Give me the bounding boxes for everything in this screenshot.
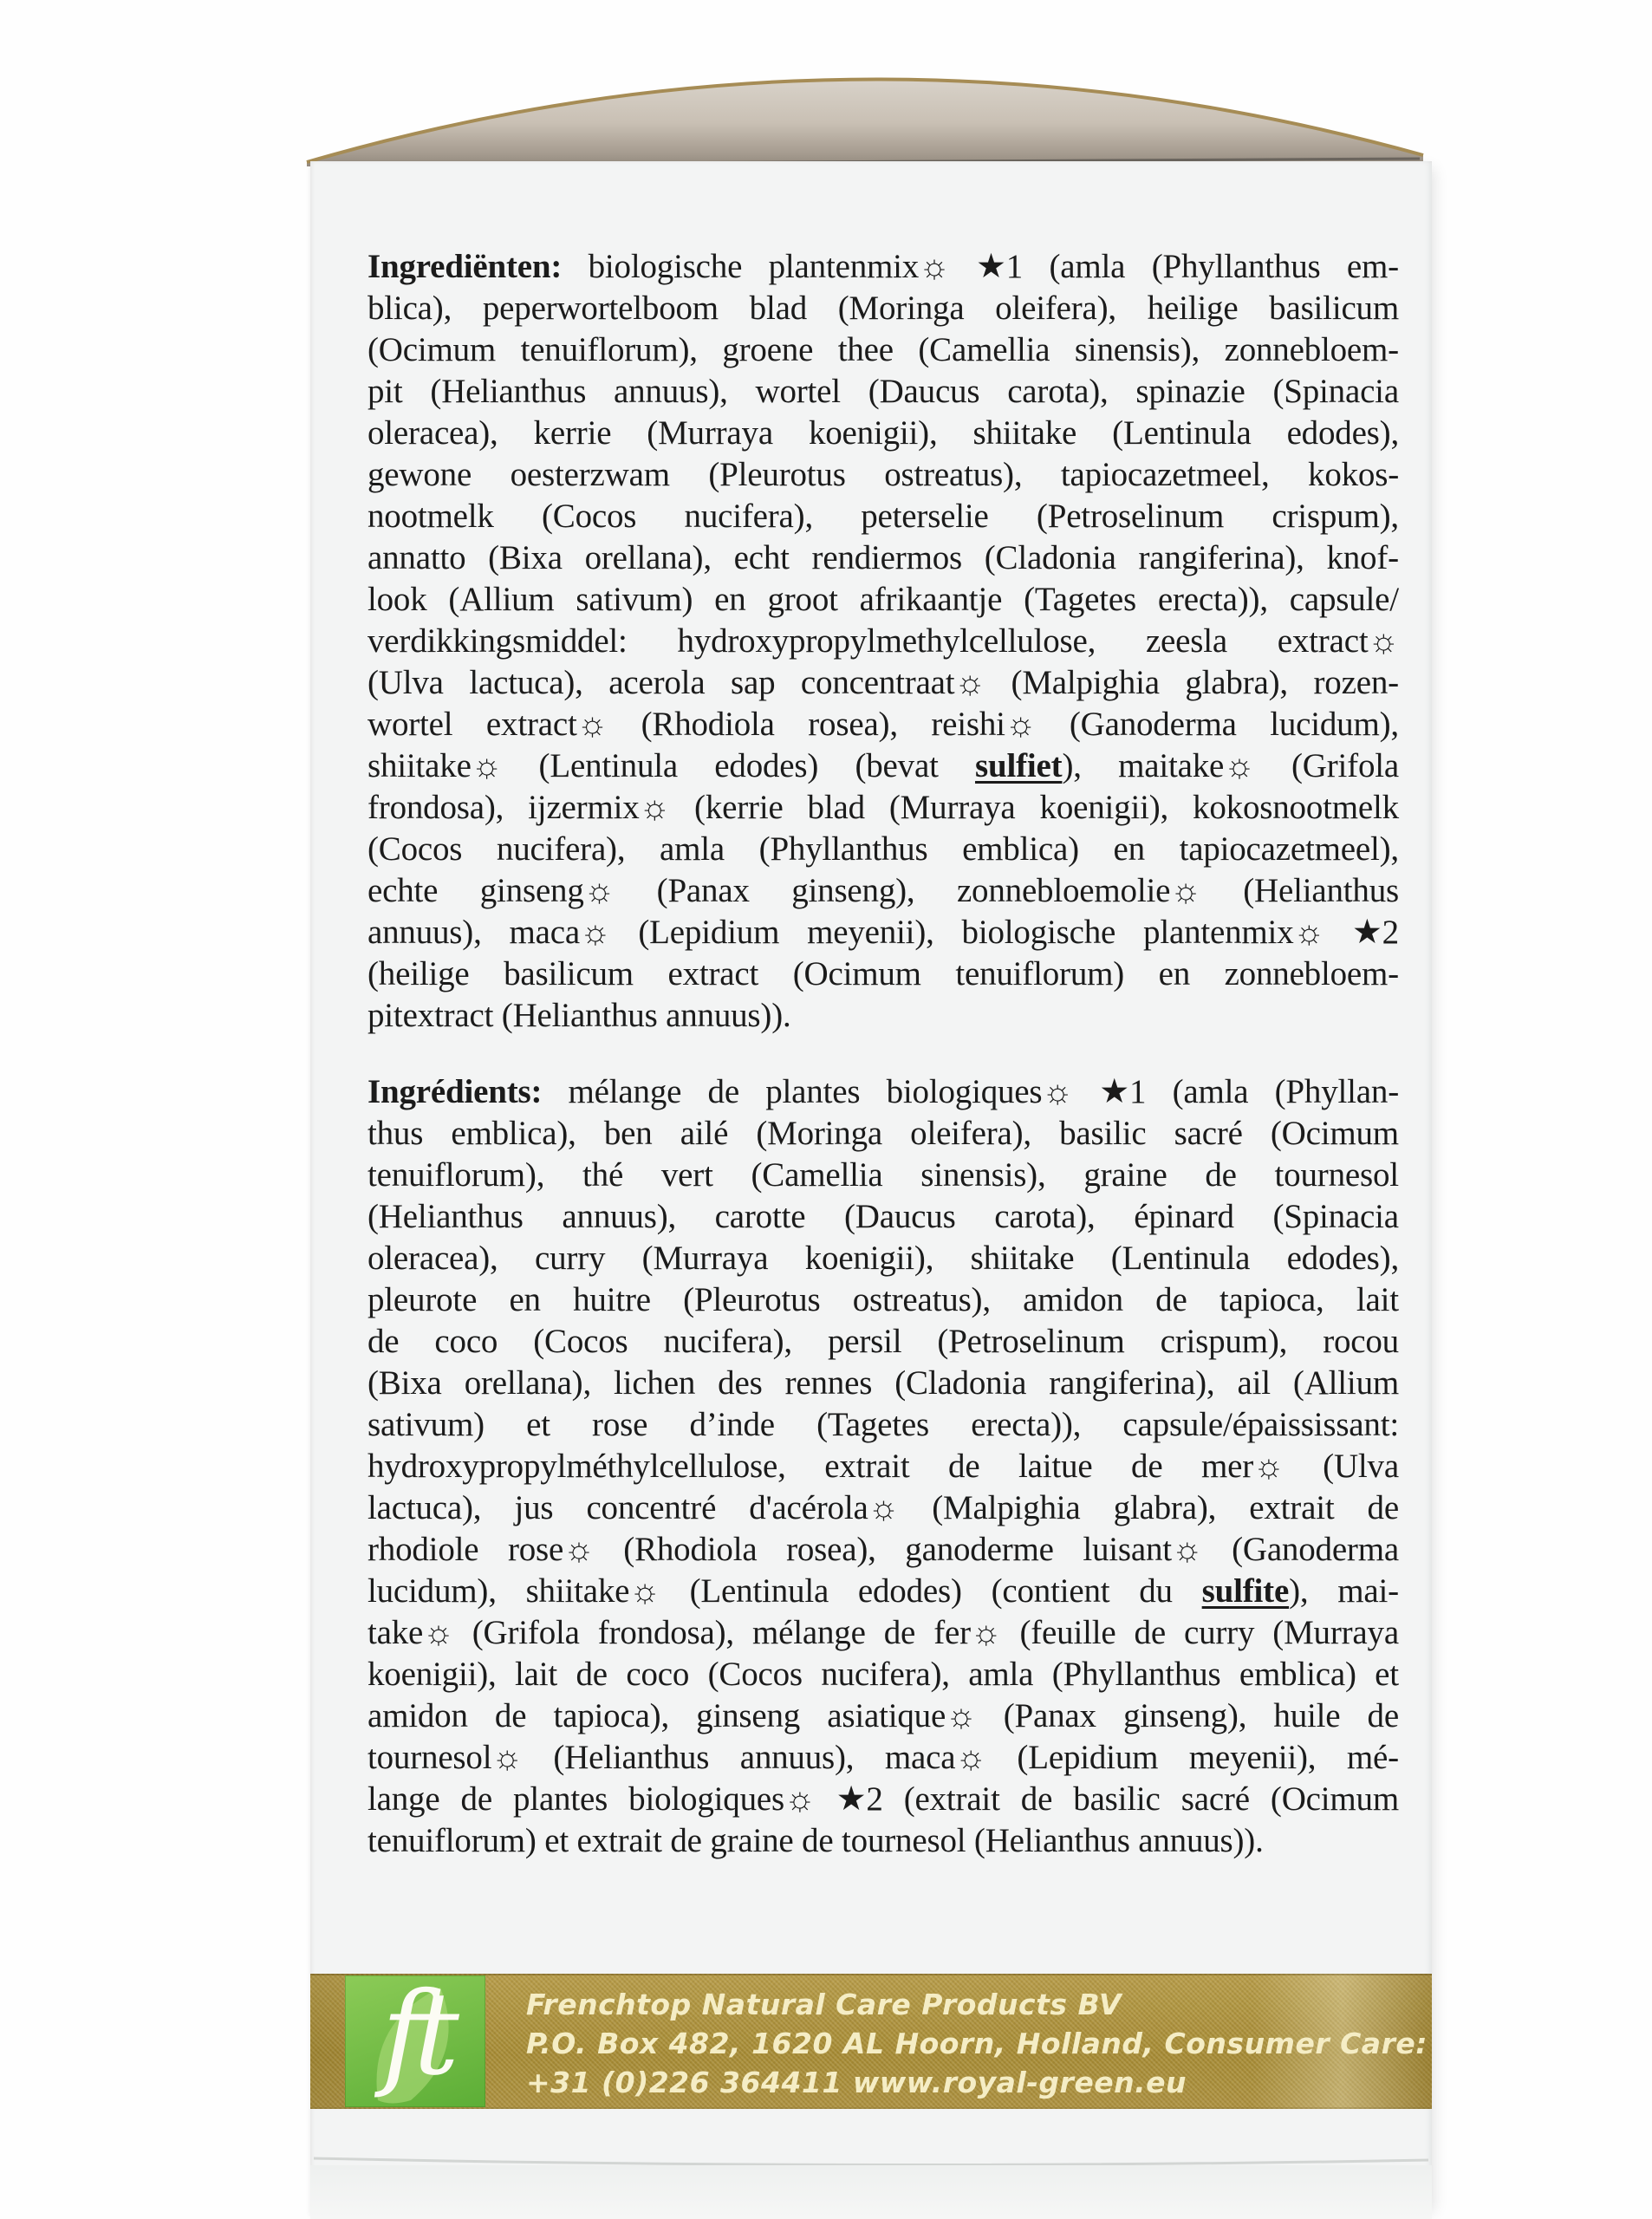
text-line: sativum) et rose d’inde (Tagetes erecta)), capsule/épaississant: <box>367 1406 1399 1443</box>
ingredients-paragraph-nl <box>367 246 1399 1037</box>
text-line: nootmelk (Cocos nucifera), peterselie (Petroselinum crispum), <box>367 498 1399 535</box>
text-line: pitextract (Helianthus annuus)). <box>367 997 791 1034</box>
footer-contact <box>526 1985 1428 2102</box>
text-line: gewone oesterzwam (Pleurotus ostreatus), tapiocazetmeel, kokos- <box>367 456 1399 493</box>
text-line: annuus), maca☼ (Lepidium meyenii), biologische plantenmix☼ ★2 <box>367 914 1399 951</box>
text-line: oleracea), kerrie (Murraya koenigii), shiitake (Lentinula edodes), <box>367 414 1399 452</box>
text-line: pit (Helianthus annuus), wortel (Daucus carota), spinazie (Spinacia <box>367 373 1399 410</box>
flap-dome <box>307 79 1423 166</box>
brand-logo-text: ft <box>381 1975 449 2101</box>
text-line: +31 (0)226 364411 www.royal-green.eu <box>526 2066 1187 2099</box>
text-line: look (Allium sativum) en groot afrikaantje (Tagetes erecta)), capsule/ <box>367 581 1399 618</box>
text-line: (Helianthus annuus), carotte (Daucus carota), épinard (Spinacia <box>367 1198 1399 1235</box>
text-line: take☼ (Grifola frondosa), mélange de fer☼ (feuille de curry (Murraya <box>367 1614 1399 1651</box>
text-line: lange de plantes biologiques☼ ★2 (extrait de basilic sacré (Ocimum <box>367 1780 1399 1818</box>
text-line: wortel extract☼ (Rhodiola rosea), reishi☼ (Ganoderma lucidum), <box>367 706 1399 743</box>
text-line: Ingrédients: mélange de plantes biologiques☼ ★1 (amla (Phyllan- <box>367 1073 1399 1110</box>
text-line: Ingrediënten: biologische plantenmix☼ ★1 (amla (Phyllanthus em- <box>367 248 1399 285</box>
text-line: koenigii), lait de coco (Cocos nucifera), amla (Phyllanthus emblica) et <box>367 1656 1399 1693</box>
text-line: shiitake☼ (Lentinula edodes) (bevat sulfiet), maitake☼ (Grifola <box>367 747 1399 784</box>
text-line: thus emblica), ben ailé (Moringa oleifera), basilic sacré (Ocimum <box>367 1115 1399 1152</box>
footer-band <box>310 1974 1432 2109</box>
text-line: echte ginseng☼ (Panax ginseng), zonnebloemolie☼ (Helianthus <box>367 872 1399 909</box>
text-line: tournesol☼ (Helianthus annuus), maca☼ (Lepidium meyenii), mé- <box>367 1739 1399 1776</box>
text-line: (Bixa orellana), lichen des rennes (Cladonia rangiferina), ail (Allium <box>367 1364 1399 1402</box>
text-line: (Ocimum tenuiflorum), groene thee (Camellia sinensis), zonnebloem- <box>367 331 1399 368</box>
text-line: oleracea), curry (Murraya koenigii), shiitake (Lentinula edodes), <box>367 1240 1399 1277</box>
product-box-front <box>310 161 1432 2219</box>
text-line: hydroxypropylméthylcellulose, extrait de laitue de mer☼ (Ulva <box>367 1448 1399 1485</box>
text-line: de coco (Cocos nucifera), persil (Petroselinum crispum), rocou <box>367 1323 1399 1360</box>
text-line: blica), peperwortelboom blad (Moringa oleifera), heilige basilicum <box>367 290 1399 327</box>
text-line: amidon de tapioca), ginseng asiatique☼ (Panax ginseng), huile de <box>367 1697 1399 1734</box>
brand-logo-square <box>345 1975 485 2107</box>
text-line: Frenchtop Natural Care Products BV <box>526 1988 1122 2021</box>
text-line: lactuca), jus concentré d'acérola☼ (Malpighia glabra), extrait de <box>367 1489 1399 1526</box>
text-line: rhodiole rose☼ (Rhodiola rosea), ganoderme luisant☼ (Ganoderma <box>367 1531 1399 1568</box>
text-line: tenuiflorum) et extrait de graine de tournesol (Helianthus annuus)). <box>367 1822 1264 1859</box>
text-line: tenuiflorum), thé vert (Camellia sinensis), graine de tournesol <box>367 1156 1399 1194</box>
ingredients-paragraph-fr <box>367 1071 1399 1862</box>
text-line: frondosa), ijzermix☼ (kerrie blad (Murraya koenigii), kokosnootmelk <box>367 789 1399 826</box>
text-line: annatto (Bixa orellana), echt rendiermos (Cladonia rangiferina), knof- <box>367 539 1399 576</box>
box-base-shading <box>310 2165 1432 2219</box>
text-line: (Ulva lactuca), acerola sap concentraat☼ (Malpighia glabra), rozen- <box>367 664 1399 701</box>
text-line: (heilige basilicum extract (Ocimum tenuiflorum) en zonnebloem- <box>367 955 1399 992</box>
box-top-flap <box>305 69 1425 168</box>
text-line: verdikkingsmiddel: hydroxypropylmethylcellulose, zeesla extract☼ <box>367 622 1399 660</box>
text-line: pleurote en huitre (Pleurotus ostreatus), amidon de tapioca, lait <box>367 1281 1399 1318</box>
text-line: (Cocos nucifera), amla (Phyllanthus emblica) en tapiocazetmeel), <box>367 830 1399 868</box>
text-line: P.O. Box 482, 1620 AL Hoorn, Holland, Consumer Care: <box>526 2027 1428 2060</box>
text-line: lucidum), shiitake☼ (Lentinula edodes) (contient du sulfite), mai- <box>367 1572 1399 1610</box>
ingredients-panel <box>367 246 1399 1862</box>
